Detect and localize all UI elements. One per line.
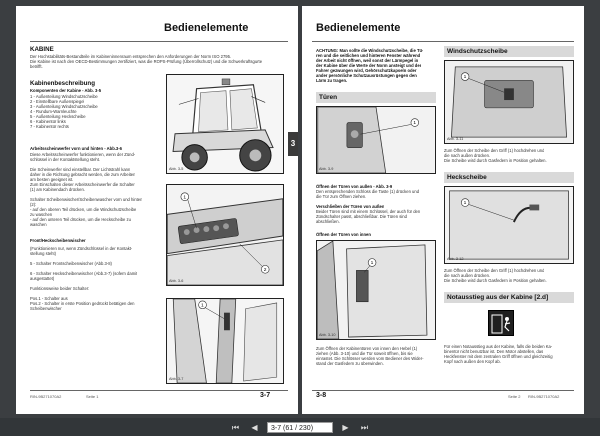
komponenten-item: 3 - Außenteilung Windschutzscheibe	[30, 104, 98, 109]
wind-text: Zum Öffnen der Scheibe den Griff (1) hochdrehen und	[444, 148, 545, 153]
tueren-text: Den entsprechenden Schloss die Taste (1) drücken und	[316, 189, 420, 194]
svg-text:1: 1	[413, 121, 417, 127]
arbeit-line: Diese Arbeitsscheinwerfer funktionieren, wenn der Zünd-	[30, 152, 136, 157]
arbeit-line: Die Scheinwerfer sind einstellbar. Der Lichtstrahl kann	[30, 167, 131, 172]
wiper-switch-drawing	[167, 299, 283, 383]
prev-page-icon[interactable]: ◀	[251, 422, 258, 432]
cab-roof-switches-figure	[166, 184, 284, 286]
footer-code: RIN-9B271070A2	[30, 394, 62, 399]
achtung-line: ren und die seitlichen und hinteren Fenster während	[316, 53, 421, 58]
figure-label: Abb. 3-9	[319, 167, 334, 171]
tueren-text: die Tür zum Öffnen ziehen.	[316, 194, 367, 199]
footer-page-label: Seite 2	[508, 394, 521, 399]
heck-text: Die Scheibe wird durch Gasfedern in Position gehalten.	[444, 278, 547, 283]
not-text: Kopf nach außen den Kopf ab.	[444, 359, 501, 364]
door-lever-drawing	[317, 241, 435, 339]
heck-text: Zum Öffnen der Scheibe den Griff (1) hochdrehen und	[444, 268, 545, 273]
first-page-icon[interactable]: ⏮	[231, 422, 240, 432]
emergency-exit-glyph	[489, 311, 515, 337]
arbeit-line: daher in die Richtung gebracht werden, die zum Arbeiten	[30, 172, 136, 177]
svg-text:1: 1	[463, 75, 467, 81]
arbeit-line: - auf den unteren Teil drücken, um die Heckscheibe zu	[30, 217, 131, 222]
komponenten-item: 4 - Rundum-Warnleuchte	[30, 109, 77, 114]
svg-text:1: 1	[201, 303, 204, 309]
front-line: Pos.1 - Schalter aus	[30, 296, 68, 301]
komponenten-item: 7 - Kabinentür rechts	[30, 124, 69, 129]
heck-text: die nach außen drücken.	[444, 273, 491, 278]
front-line: Funktionsweise beider Schalter:	[30, 286, 90, 291]
rear-window-drawing	[445, 187, 573, 263]
kabine-text-0: Der Hochstabilitäts-Bestandteile im Kabineninnenraum entsprechen den Anforderungen der Norm ISO 2795.	[30, 54, 232, 59]
figure-label: Abb. 3-7	[169, 377, 184, 381]
page-number: 3-7	[260, 392, 271, 399]
innen-text: ziehen (Abb. 3-10) und die Tür soweit öffnen, bis sie	[316, 351, 413, 356]
svg-text:1: 1	[463, 201, 467, 207]
achtung-line: ander persönliche Schutzausrüstungen gegen den	[316, 73, 417, 78]
innen-text: einrastet. Die Schlösser werden vom Bediener des Wider-	[316, 356, 424, 361]
figure-label: Abb. 3-5	[169, 167, 184, 171]
arbeit-line: (2):	[30, 202, 37, 207]
achtung-line: Lärm zu tragen.	[316, 78, 348, 83]
last-page-icon[interactable]: ⏭	[360, 422, 369, 432]
svg-text:2: 2	[263, 267, 267, 273]
footer-page-label: Seite 1	[86, 394, 99, 399]
wind-title: Windschutzscheibe	[444, 46, 574, 57]
svg-text:1: 1	[370, 261, 374, 267]
left-page	[16, 6, 298, 414]
arbeit-title: Arbeitsscheinwerfer vorn und hinten - Abb.3-6	[30, 146, 122, 151]
wind-text: die nach außen drücken.	[444, 153, 491, 158]
tueren-text: Öffnen der Türen von außen - Abb. 3-9	[316, 184, 393, 189]
komponenten-item: 2 - Einstellbare Außenspiegel	[30, 99, 85, 104]
komponenten-item: 5 - Außenteilung Heckscheibe	[30, 114, 86, 119]
door-inside-figure	[316, 240, 436, 340]
innen-text: Zum Öffnen der Kabinentüren von innen den Hebel (1)	[316, 346, 418, 351]
wind-text: Die Scheibe wird durch Gasfedern in Position gehalten.	[444, 158, 547, 163]
kabine-text-2: betrifft.	[30, 64, 43, 69]
page-number-field[interactable]: 3-7 (61 / 230)	[267, 422, 333, 433]
front-line: 6 - Schalter Heckscheibenwischer (Abb.3-7) (sofern damit	[30, 271, 138, 276]
footer-code: RIN-9B271070A2	[528, 394, 560, 399]
achtung-line: der Arbeit nicht öffnen, weil sonst der Lärmpegel in	[316, 58, 419, 63]
right-page	[302, 6, 584, 414]
front-line: 5 - Schalter Frontscheibenwischer (Abb.3-8)	[30, 261, 112, 266]
page-number: 3-8	[316, 392, 327, 399]
arbeit-line: zu waschen	[30, 212, 53, 217]
roof-switches-drawing	[167, 185, 283, 285]
kabine-title: KABINE	[30, 46, 54, 53]
verschliessen-text: Beider Türen sind mit einem Schlüssel, der auch für den	[316, 209, 421, 214]
front-line: stellung steht)	[30, 251, 57, 256]
header-rule	[312, 41, 574, 42]
innen-text: stand der Gasfedern zu überwinden.	[316, 361, 384, 366]
komponenten-item: 1 - Außenteilung Windschutzscheibe	[30, 94, 98, 99]
achtung-line: Fahrer gezwungen wird, Gehörschutzkapseln oder	[316, 68, 417, 73]
chapter-tab: 3	[288, 132, 298, 156]
figure-label: Abb. 3-6	[169, 279, 184, 283]
tractor-cab-figure	[166, 74, 284, 174]
not-text: Heckfenster mit dem zentralen Griff öffnen und gleichzeitig	[444, 354, 553, 359]
front-title: Front/Heckscheibenwischer	[30, 238, 86, 243]
footer-rule	[30, 390, 288, 391]
arbeit-line: schlüssel in der Kontaktstellung steht.	[30, 157, 101, 162]
front-line: Scheibenwischer	[30, 306, 62, 311]
beschreibung-title: Kabinenbeschreibung	[30, 80, 95, 87]
not-text: Für einen Notausstieg aus der Kabine, falls die beiden Ka-	[444, 344, 553, 349]
footer-rule	[312, 390, 574, 391]
wiper-switch-figure	[166, 298, 284, 384]
innen-title: Öffnen der Türen von innen	[316, 232, 371, 237]
page-header-title: Bedienelemente	[316, 22, 401, 34]
pdf-toolbar	[0, 418, 600, 436]
page-header-title: Bedienelemente	[164, 22, 249, 34]
front-line: ausgestattet)	[30, 276, 55, 281]
svg-text:1: 1	[183, 195, 187, 201]
arbeit-line: Zum Einschalten dieser Arbeitsscheinwerfer die Schalter	[30, 182, 135, 187]
arbeit-line: am besten geeignet ist.	[30, 177, 74, 182]
next-page-icon[interactable]: ▶	[342, 422, 349, 432]
figure-label: Abb. 3-10	[319, 333, 336, 337]
verschliessen-text: abschließen.	[316, 219, 340, 224]
verschliessen-title: Verschließen der Türen von außen	[316, 204, 385, 209]
front-line: Pos.2 - Schalter in erste Position gedrückt betätigen den	[30, 301, 135, 306]
tueren-title: Türen	[316, 92, 436, 103]
verschliessen-text: Zündschalter passt, abschließbar. Die Türen sind	[316, 214, 407, 219]
windshield-drawing	[445, 61, 573, 143]
komponenten-title: Komponenten der Kabine - Abb. 3-5	[30, 88, 102, 93]
arbeit-line: (1) am Kabinendach drücken.	[30, 187, 85, 192]
arbeit-line: waschen	[30, 222, 47, 227]
komponenten-item: 6 - Kabinentür links	[30, 119, 66, 124]
arbeit-line: - auf den oberen Teil drücken, um die Windschutzscheibe	[30, 207, 137, 212]
achtung-line: der Kabine über die Werte der Norm ansteigt und der	[316, 63, 422, 68]
front-line: (Funktionieren nur, wenn Zündschlüssel in der Kontakt-	[30, 246, 133, 251]
rear-window-figure	[444, 186, 574, 264]
tractor-drawing	[167, 75, 283, 173]
emergency-exit-icon	[488, 310, 514, 336]
heck-title: Heckscheibe	[444, 172, 574, 183]
door-handle-drawing	[317, 107, 435, 173]
windshield-figure	[444, 60, 574, 144]
arbeit-line: Schalter Scheibenwischer/Scheibenwascher vorn und hinten	[30, 197, 143, 202]
not-text: binentür nicht benutzbar ist. Den Motor abstellen, das	[444, 349, 544, 354]
figure-label: Abb. 3-11	[447, 137, 464, 141]
not-title: Notausstieg aus der Kabine [2.d]	[444, 292, 574, 303]
achtung-line: ACHTUNG: Man sollte die Windschutzscheibe, die Tü-	[316, 48, 424, 53]
door-outside-figure	[316, 106, 436, 174]
header-rule	[30, 41, 288, 42]
figure-label: Abb. 3-12	[447, 257, 464, 261]
kabine-text-1: Die Kabine ist nach den OECD-Bestimmungen zertifiziert, was die ROPS-Prüfung (Überrollschutz) und die Schwerkraftsgurte	[30, 59, 263, 64]
